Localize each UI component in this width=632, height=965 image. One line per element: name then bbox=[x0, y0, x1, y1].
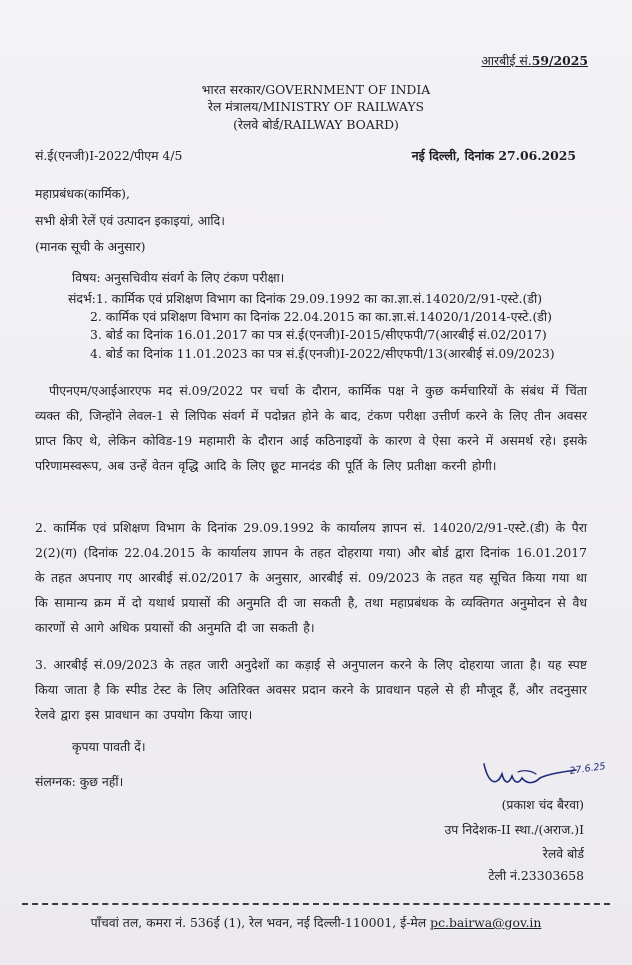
paragraph-1: पीएनएम/एआईआरएफ मद सं.09/2022 पर चर्चा के दौरान, कार्मिक पक्ष ने कुछ कर्मचारियों के संबंध में चिंता व्यक्त की, जिन्होंने लेवल-1 से लिपिक संवर्ग में पदोन्नत होने के बाद, टंकण परीक्षा उत्तीर्ण करने के लिए तीन अवसर प्राप्त किए थे, लेकिन कोविड-19 महामारी के दौरान आई कठिनाइयों के कारण वे ऐसा करने में असमर्थ रहे। इसके परिणामस्वरूप, अब उन्हें वेतन वृद्धि आदि के लिए छूट मानदंड की पूर्ति के लिए प्रतीक्षा करनी होगी। bbox=[35, 383, 587, 473]
addressee-line-1: महाप्रबंधक(कार्मिक), bbox=[35, 186, 130, 201]
header-board: (रेलवे बोर्ड/RAILWAY BOARD) bbox=[233, 117, 399, 132]
signatory-office: रेलवे बोर्ड bbox=[542, 846, 584, 861]
signatory-phone: टेली नं.23303658 bbox=[488, 868, 584, 883]
file-number: सं.ई(एनजी)I-2022/पीएम 4/5 bbox=[35, 148, 183, 163]
references-list bbox=[68, 290, 555, 363]
place-date: नई दिल्ली, दिनांक 27.06.2025 bbox=[411, 148, 576, 163]
header-ministry: रेल मंत्रालय/MINISTRY OF RAILWAYS bbox=[207, 99, 424, 114]
footer-divider bbox=[22, 903, 610, 905]
circular-number bbox=[481, 52, 588, 69]
reference-item: 2. कार्मिक एवं प्रशिक्षण विभाग का दिनांक 22.04.2015 का का.ज्ञा.सं.14020/1/2014-एस्टे.(डी) bbox=[90, 309, 552, 325]
circular-number-prefix: आरबीई सं. bbox=[481, 53, 532, 68]
footer-address bbox=[0, 914, 632, 931]
header-government: भारत सरकार/GOVERNMENT OF INDIA bbox=[201, 82, 431, 97]
circular-number-value: 59/2025 bbox=[531, 53, 588, 68]
paragraph-3: 3. आरबीई सं.09/2023 के तहत जारी अनुदेशों का कड़ाई से अनुपालन करने के लिए दोहराया जाता है। यह स्पष्ट किया जाता है कि स्पीड टेस्ट के लिए अतिरिक्त अवसर प्रदान करने के प्रावधान पहले से ही मौजूद हैं, और तदनुसार रेलवे द्वारा इस प्रावधान का उपयोग किया जाए। bbox=[35, 657, 587, 722]
closing-request: कृपया पावती दें। bbox=[72, 739, 146, 754]
enclosure-note: संलग्नक: कुछ नहीं। bbox=[35, 774, 124, 789]
reference-item: संदर्भ:1. कार्मिक एवं प्रशिक्षण विभाग का दिनांक 29.09.1992 का का.ज्ञा.सं.14020/2/91-एस्टे.(डी) bbox=[68, 291, 543, 306]
handwritten-signature bbox=[478, 752, 618, 802]
addressee-line-3: (मानक सूची के अनुसार) bbox=[35, 239, 146, 254]
footer-address-text: पाँचवां तल, कमरा नं. 536ई (1), रेल भवन, नई दिल्ली-110001, ई-मेल bbox=[90, 915, 431, 930]
reference-item: 3. बोर्ड का दिनांक 16.01.2017 का पत्र सं.ई(एनजी)I-2015/सीएफपी/7(आरबीई सं.02/2017) bbox=[90, 327, 547, 343]
signatory-name: (प्रकाश चंद बैरवा) bbox=[501, 797, 584, 812]
footer-email-link[interactable]: pc.bairwa@gov.in bbox=[430, 915, 542, 930]
signatory-designation: उप निदेशक-II स्था./(अराज.)I bbox=[444, 822, 584, 837]
signature-date: 27.6.25 bbox=[568, 761, 607, 777]
addressee-line-2: सभी क्षेत्री रेलें एवं उत्पादन इकाइयां, आदि। bbox=[35, 213, 225, 228]
paragraph-2: 2. कार्मिक एवं प्रशिक्षण विभाग के दिनांक 29.09.1992 के कार्यालय ज्ञापन सं. 14020/2/91-एस्टे.(डी) के पैरा 2(2)(ग) (दिनांक 22.04.2015 के कार्यालय ज्ञापन के तहत दोहराया गया) और बोर्ड द्वारा दिनांक 16.01.2017 के तहत अपनाए गए आरबीई सं.02/2017 के अनुसार, आरबीई सं. 09/2023 के तहत यह सूचित किया गया था कि सामान्य क्रम में दो यथार्थ प्रयासों की अनुमति दी जा सकती है, तथा महाप्रबंधक के व्यक्तिगत अनुमोदन से वैध कारणों से आगे अधिक प्रयासों की अनुमति दी जा सकती है। bbox=[35, 520, 587, 635]
reference-item: 4. बोर्ड का दिनांक 11.01.2023 का पत्र सं.ई(एनजी)I-2022/सीएफपी/13(आरबीई सं.09/2023) bbox=[90, 345, 555, 361]
subject-line: विषय: अनुसचिवीय संवर्ग के लिए टंकण परीक्षा। bbox=[72, 270, 285, 285]
